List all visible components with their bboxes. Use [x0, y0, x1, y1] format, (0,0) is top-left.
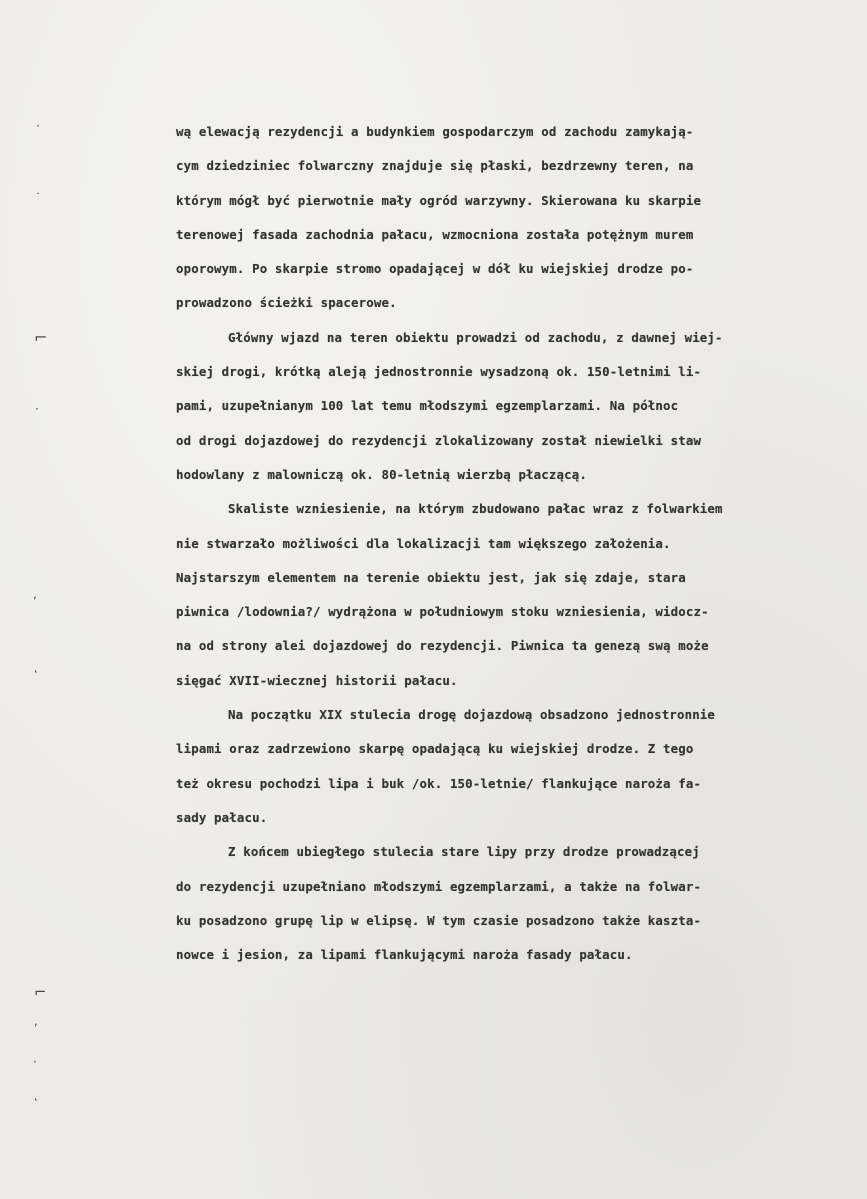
- text-line: prowadzono ścieżki spacerowe.: [176, 295, 397, 311]
- text-line: hodowlany z malowniczą ok. 80-letnią wierzbą płaczącą.: [176, 466, 587, 482]
- text-line: lipami oraz zadrzewiono skarpę opadającą ku wiejskiej drodze. Z tego: [176, 741, 694, 757]
- text-line: Najstarszym elementem na terenie obiektu jest, jak się zdaje, stara: [176, 569, 686, 585]
- margin-mark: ˛: [33, 1087, 39, 1101]
- text-line: piwnica /lodownia?/ wydrążona w południowym stoku wzniesienia, widocz-: [176, 604, 709, 620]
- margin-mark: ˙: [35, 191, 41, 205]
- text-line: Skaliste wzniesienie, na którym zbudowano pałac wraz z folwarkiem: [228, 501, 723, 517]
- margin-mark: ˛: [33, 659, 39, 673]
- text-line: od drogi dojazdowej do rezydencji zlokalizowany został niewielki staw: [176, 432, 702, 448]
- text-line: którym mógł być pierwotnie mały ogród warzywny. Skierowana ku skarpie: [176, 192, 702, 208]
- text-line: nie stwarzało możliwości dla lokalizacji tam większego założenia.: [176, 535, 671, 551]
- text-line: Główny wjazd na teren obiektu prowadzi od zachodu, z dawnej wiej-: [228, 329, 723, 345]
- margin-mark: ,: [33, 587, 37, 601]
- text-line: do rezydencji uzupełniano młodszymi egzemplarzami, a także na folwar-: [176, 878, 702, 894]
- text-line: sięgać XVII-wiecznej historii pałacu.: [176, 672, 458, 688]
- text-line: Z końcem ubiegłego stulecia stare lipy przy drodze prowadzącej: [228, 844, 700, 860]
- text-line: cym dziedziniec folwarczny znajduje się płaski, bezdrzewny teren, na: [176, 158, 694, 174]
- text-line: na od strony alei dojazdowej do rezydencji. Piwnica ta genezą swą może: [176, 638, 709, 654]
- margin-mark: ⌐: [34, 328, 48, 347]
- text-line: Na początku XIX stulecia drogę dojazdową obsadzono jednostronnie: [228, 707, 716, 723]
- margin-mark: ·: [33, 1055, 37, 1069]
- margin-mark: ,: [34, 1014, 38, 1028]
- margin-mark: ·: [35, 402, 39, 416]
- text-line: wą elewacją rezydencji a budynkiem gospodarczym od zachodu zamykają-: [176, 124, 694, 139]
- typewritten-text: [176, 115, 812, 972]
- margin-mark: ·: [36, 119, 40, 133]
- text-line: oporowym. Po skarpie stromo opadającej w dół ku wiejskiej drodze po-: [176, 261, 694, 277]
- text-line: skiej drogi, krótką aleją jednostronnie wysadzoną ok. 150-letnimi li-: [176, 364, 702, 380]
- text-line: ku posadzono grupę lip w elipsę. W tym czasie posadzono także kaszta-: [176, 912, 702, 928]
- text-line: nowce i jesion, za lipami flankującymi naroża fasady pałacu.: [176, 947, 633, 963]
- margin-mark: ⌐: [34, 983, 47, 1001]
- text-line: też okresu pochodzi lipa i buk /ok. 150-letnie/ flankujące naroża fa-: [176, 775, 702, 791]
- text-line: terenowej fasada zachodnia pałacu, wzmocniona została potężnym murem: [176, 226, 694, 242]
- text-line: sady pałacu.: [176, 809, 268, 825]
- text-line: pami, uzupełnianym 100 lat temu młodszymi egzemplarzami. Na północ: [176, 398, 679, 414]
